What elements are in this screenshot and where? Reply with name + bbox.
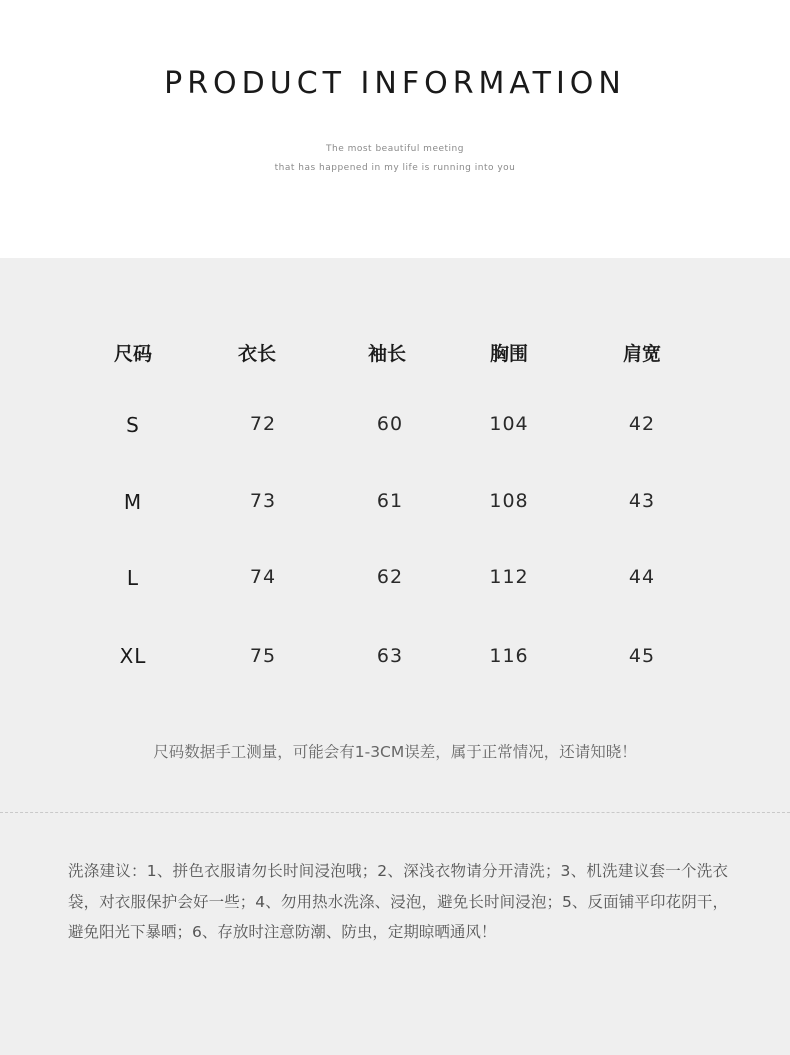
shoulder-cell: 44 bbox=[628, 566, 656, 588]
chest-cell: 116 bbox=[489, 645, 529, 667]
size-info-panel bbox=[0, 258, 790, 1055]
dashed-divider bbox=[0, 812, 790, 813]
shoulder-cell: 42 bbox=[628, 413, 656, 435]
care-instructions: 洗涤建议：1、拼色衣服请勿长时间浸泡哦；2、深浅衣物请分开清洗；3、机洗建议套一个洗衣袋，对衣服保护会好一些；4、勿用热水洗涤、浸泡，避免长时间浸泡；5、反面铺平印花阴干，避免阳光下暴晒；6、存放时注意防潮、防虫，定期晾晒通风！ bbox=[68, 862, 728, 941]
row-size-cell: M bbox=[123, 490, 143, 514]
page-title: PRODUCT INFORMATION bbox=[164, 66, 626, 101]
subtitle-line-2: that has happened in my life is running into you bbox=[274, 163, 516, 173]
length-cell: 74 bbox=[249, 566, 277, 588]
chest-cell: 112 bbox=[489, 566, 529, 588]
header-chest: 胸围 bbox=[489, 343, 528, 365]
header-section bbox=[0, 0, 790, 258]
measurement-note: 尺码数据手工测量，可能会有1-3CM误差，属于正常情况，还请知晓！ bbox=[153, 743, 637, 761]
sleeve-cell: 62 bbox=[376, 566, 404, 588]
row-size-cell: L bbox=[126, 566, 140, 590]
row-size-cell: S bbox=[126, 413, 140, 437]
shoulder-cell: 43 bbox=[628, 490, 656, 512]
header-sleeve: 袖长 bbox=[367, 343, 406, 365]
header-length: 衣长 bbox=[237, 343, 276, 365]
length-cell: 75 bbox=[249, 645, 277, 667]
chest-cell: 104 bbox=[489, 413, 529, 435]
length-cell: 73 bbox=[249, 490, 277, 512]
row-size-cell: XL bbox=[119, 644, 147, 668]
sleeve-cell: 61 bbox=[376, 490, 404, 512]
length-cell: 72 bbox=[249, 413, 277, 435]
chest-cell: 108 bbox=[489, 490, 529, 512]
sleeve-cell: 60 bbox=[376, 413, 404, 435]
shoulder-cell: 45 bbox=[628, 645, 656, 667]
header-shoulder: 肩宽 bbox=[622, 343, 661, 365]
header-size: 尺码 bbox=[113, 343, 152, 365]
subtitle-line-1: The most beautiful meeting bbox=[326, 144, 464, 154]
sleeve-cell: 63 bbox=[376, 645, 404, 667]
